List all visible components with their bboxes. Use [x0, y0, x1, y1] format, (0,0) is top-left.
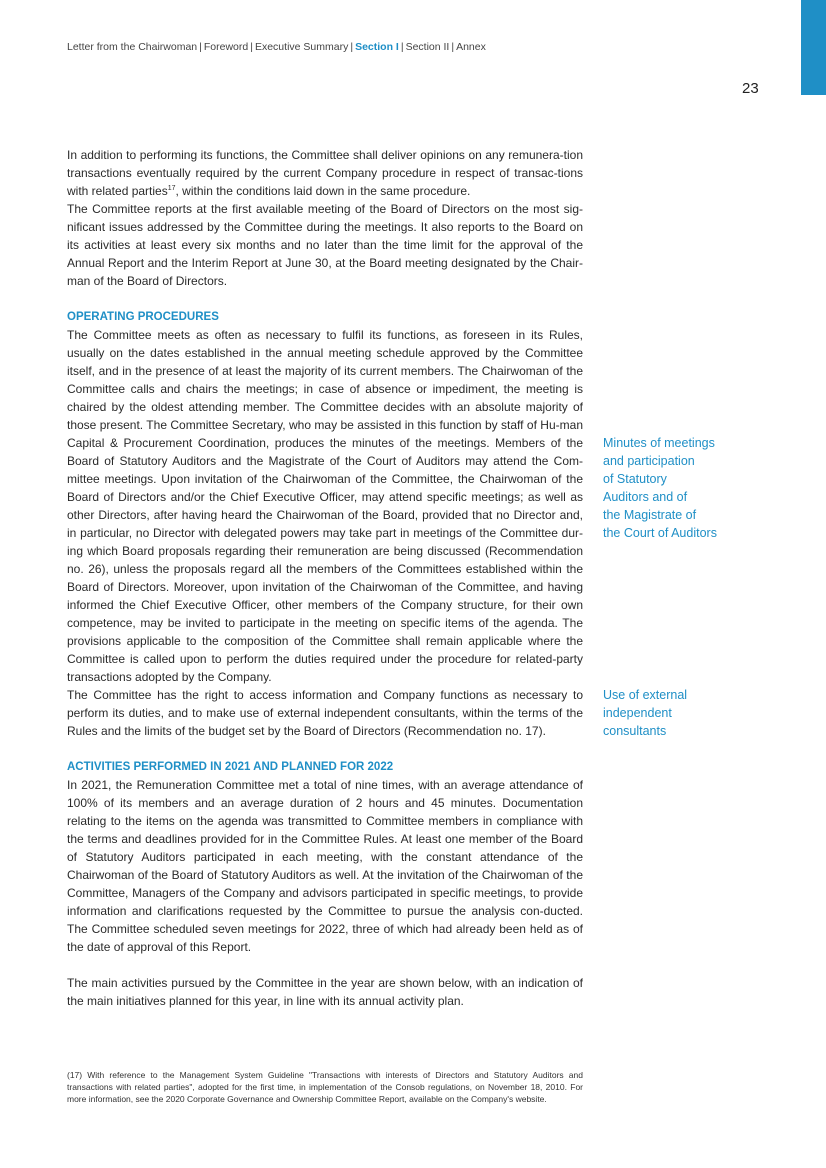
paragraph-board-reporting: The Committee reports at the first available meeting of the Board of Directors on the most sig-nificant issues addressed by the Committee during the meetings. It also reports to the Board on its activities at least every six months and no later than the time limit for the approval of the Annual Report and the Interim Report at June 30, at the Board meeting designated by the Chair-man of the Board of Directors. — [67, 202, 583, 288]
paragraph-main-activities: The main activities pursued by the Committee in the year are shown below, with an indication of the main initiatives planned for this year, in line with its annual activity plan. — [67, 976, 583, 1008]
body-text-block-2 — [67, 308, 583, 740]
breadcrumb-separator: | — [451, 41, 455, 53]
body-text-block-4 — [67, 974, 583, 1010]
breadcrumb-item-chairwoman-letter[interactable]: Letter from the Chairwoman — [67, 41, 198, 53]
section-tab-marker — [801, 0, 826, 95]
body-text-block-3 — [67, 758, 583, 956]
heading-operating-procedures: OPERATING PROCEDURES — [67, 311, 219, 323]
paragraph-external-consultants: The Committee has the right to access information and Company functions as necessary to perform its duties, and to make use of external independent consultants, within the terms of the Rules and the limits of the budget set by the Board of Directors (Recommendation no. 17). — [67, 688, 583, 738]
sidenote-minutes-of-meetings: Minutes of meetings and participation of Statutory Auditors and of the Magistrate of the Court of Auditors — [603, 436, 717, 540]
breadcrumb-item-section-ii[interactable]: Section II — [405, 41, 450, 53]
breadcrumb-separator: | — [199, 41, 202, 53]
paragraph-related-parties: In addition to performing its functions, the Committee shall deliver opinions on any remunera-tion transactions eventually required by the current Company procedure in respect of transac-tions with related parties$^{17}$, within the conditions laid down in the same procedure. — [67, 148, 583, 198]
breadcrumb — [67, 41, 486, 53]
breadcrumb-separator: | — [250, 41, 253, 53]
body-text-block-1 — [67, 146, 583, 290]
breadcrumb-item-foreword[interactable]: Foreword — [203, 41, 249, 53]
footnote-17: (17) With reference to the Management System Guideline "Transactions with interests of Directors and Statutory Auditors and transactions with related parties", adopted for the first time, in implementation of the Consob regulations, on November 18, 2010. For more information, see the 2020 Corporate Governance and Ownership Committee Report, available on the Company's website. — [67, 1070, 583, 1104]
heading-activities: ACTIVITIES PERFORMED IN 2021 AND PLANNED FOR 2022 — [67, 761, 394, 773]
footnote-ref[interactable]: 17 — [167, 185, 176, 192]
paragraph-activities-2021: In 2021, the Remuneration Committee met a total of nine times, with an average attendance of 100% of its members and an average duration of 2 hours and 45 minutes. Documentation relating to the items on the agenda was transmitted to Committee members in compliance with the terms and deadlines provided for in the Committee Rules. At least one member of the Board of Statutory Auditors participated in each meeting, with the constant attendance of the Chairwoman of the Board of Statutory Auditors as well. At the invitation of the Chairwoman of the Committee, Managers of the Company and advisors participated in specific meetings, to provide information and clarifications requested by the Committee to pursue the analysis con-ducted. The Committee scheduled seven meetings for 2022, three of which had already been held as of the date of approval of this Report. — [67, 778, 583, 954]
page-number: 23 — [742, 80, 759, 97]
breadcrumb-item-executive-summary[interactable]: Executive Summary — [254, 41, 349, 53]
breadcrumb-separator: | — [350, 41, 354, 53]
breadcrumb-item-section-i[interactable]: Section I — [355, 41, 399, 53]
sidenote-external-consultants: Use of external independent consultants — [603, 688, 688, 738]
breadcrumb-item-annex[interactable]: Annex — [456, 41, 486, 53]
paragraph-operating-procedures: The Committee meets as often as necessary to fulfil its functions, as foreseen in its Rules, usually on the dates established in the annual meeting schedule approved by the Committee itself, and in the presence of at least the majority of its current members. The Chairwoman of the Committee calls and chairs the meetings; in case of absence or impediment, the meeting is chaired by the oldest attending member. The Committee decides with an absolute majority of those present. The Committee Secretary, who may be assisted in this function by staff of Hu-man Capital & Procurement Coordination, produces the minutes of the meetings. Members of the Board of Statutory Auditors and the Magistrate of the Court of Auditors may attend the Com-mittee meetings. Upon invitation of the Chairwoman of the Committee, the Chairwoman of the Board of Directors and/or the Chief Executive Officer, may attend specific meetings; as well as other Directors, after having heard the Chairwoman of the Board, provided that no Director and, in particular, no Director with delegated powers may take part in meetings of the Committee dur-ing which Board proposals regarding their remuneration are being discussed (Recommendation no. 26), unless the proposals regard all the members of the Committees established within the Board of Directors. Moreover, upon invitation of the Chairwoman of the Committee, and having informed the Chief Executive Officer, other members of the Company structure, for their own competence, may be invited to participate in the meeting on specific items of the agenda. The provisions applicable to the composition of the Committee shall remain applicable where the Committee is called upon to perform the duties required under the procedure for related-party transactions adopted by the Company. — [67, 328, 583, 684]
breadcrumb-separator: | — [400, 41, 404, 53]
